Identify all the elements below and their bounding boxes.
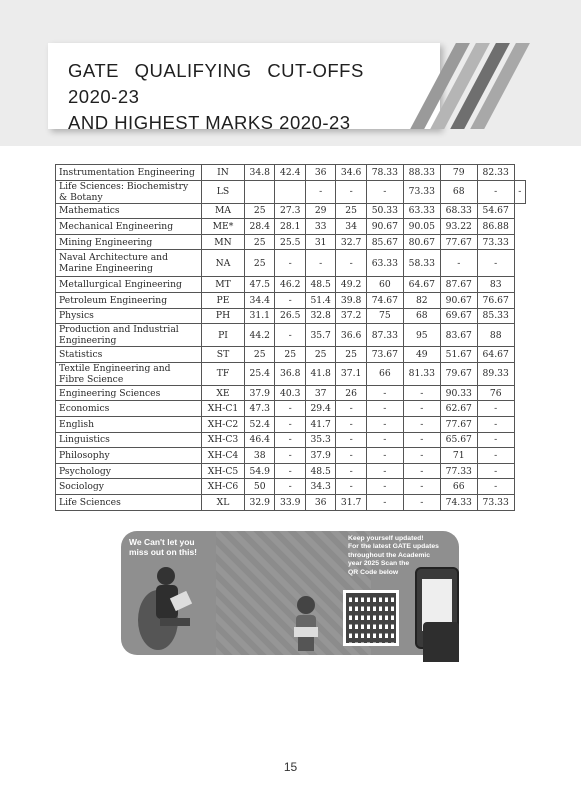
subject-name: English (56, 416, 202, 432)
promo-message-line-3: throughout the Academic (348, 551, 431, 559)
score-cell: 89.33 (477, 362, 514, 385)
score-cell: 36.8 (275, 362, 305, 385)
paper-code: XE (202, 385, 245, 401)
table-row (56, 432, 526, 448)
score-cell: - (275, 292, 305, 308)
score-cell: - (477, 448, 514, 464)
score-cell: 52.4 (245, 416, 275, 432)
score-cell: 25 (336, 347, 366, 363)
score-cell: 63.33 (403, 203, 440, 219)
score-cell: 48.5 (305, 277, 335, 293)
score-cell: - (477, 250, 514, 277)
score-cell: 47.3 (245, 401, 275, 417)
score-cell: - (275, 479, 305, 495)
score-cell: 64.67 (403, 277, 440, 293)
paper-code: ME* (202, 219, 245, 235)
score-cell (245, 180, 275, 203)
score-cell: - (366, 479, 403, 495)
score-cell: 32.9 (245, 494, 275, 510)
score-cell: - (275, 324, 305, 347)
score-cell: 44.2 (245, 324, 275, 347)
subject-name: Mechanical Engineering (56, 219, 202, 235)
score-cell: 29.4 (305, 401, 335, 417)
score-cell: 68.33 (440, 203, 477, 219)
table-row (56, 479, 526, 495)
page-title (68, 58, 428, 136)
score-cell: 73.33 (477, 494, 514, 510)
score-cell: - (366, 448, 403, 464)
subject-name: Philosophy (56, 448, 202, 464)
score-cell: 39.8 (336, 292, 366, 308)
promo-message-line-5: QR Code below (348, 568, 399, 576)
qr-code[interactable] (343, 590, 399, 646)
score-cell: 51.4 (305, 292, 335, 308)
title-line-2: AND HIGHEST MARKS 2020-23 (68, 112, 351, 133)
promo-headline (129, 537, 239, 557)
score-cell: 48.5 (305, 463, 335, 479)
score-cell: - (403, 416, 440, 432)
score-cell: - (477, 416, 514, 432)
table-row (56, 234, 526, 250)
promo-headline-line-1: We Can't let you (129, 537, 195, 547)
table-row (56, 165, 526, 181)
score-cell: 49.2 (336, 277, 366, 293)
score-cell: 26 (336, 385, 366, 401)
score-cell: 65.67 (440, 432, 477, 448)
table-row (56, 494, 526, 510)
table-row (56, 308, 526, 324)
subject-name: Mathematics (56, 203, 202, 219)
score-cell: - (336, 448, 366, 464)
table-row (56, 347, 526, 363)
score-cell: 73.67 (366, 347, 403, 363)
paper-code: NA (202, 250, 245, 277)
score-cell: 37.9 (245, 385, 275, 401)
score-cell: 25 (245, 347, 275, 363)
score-cell: 79 (440, 165, 477, 181)
score-cell: 50.33 (366, 203, 403, 219)
score-cell: 49 (403, 347, 440, 363)
subject-name: Petroleum Engineering (56, 292, 202, 308)
promo-message-line-2: For the latest GATE updates (348, 543, 439, 551)
subject-name: Psychology (56, 463, 202, 479)
score-cell: 37 (305, 385, 335, 401)
score-cell: - (366, 494, 403, 510)
score-cell: 25.4 (245, 362, 275, 385)
paper-code: PE (202, 292, 245, 308)
score-cell: - (403, 479, 440, 495)
paper-code: XH-C2 (202, 416, 245, 432)
score-cell: 83.67 (440, 324, 477, 347)
score-cell: - (366, 416, 403, 432)
score-cell: 77.67 (440, 234, 477, 250)
score-cell: 25 (305, 347, 335, 363)
score-cell: 40.3 (275, 385, 305, 401)
score-cell: - (477, 401, 514, 417)
score-cell: 32.7 (336, 234, 366, 250)
score-cell: - (366, 385, 403, 401)
score-cell: 71 (440, 448, 477, 464)
score-cell: - (366, 180, 403, 203)
score-cell: 29 (305, 203, 335, 219)
score-cell: - (403, 463, 440, 479)
score-cell: 74.33 (440, 494, 477, 510)
subject-name: Sociology (56, 479, 202, 495)
paper-code: XL (202, 494, 245, 510)
table-row (56, 250, 526, 277)
score-cell: 28.1 (275, 219, 305, 235)
score-cell: 73.33 (477, 234, 514, 250)
score-cell: 36 (305, 494, 335, 510)
score-cell: - (403, 432, 440, 448)
reading-person-illustration (138, 560, 196, 655)
score-cell: - (403, 494, 440, 510)
score-cell: - (336, 432, 366, 448)
paper-code: PI (202, 324, 245, 347)
score-cell: 93.22 (440, 219, 477, 235)
score-cell: - (477, 180, 514, 203)
score-cell: - (366, 432, 403, 448)
table-row (56, 203, 526, 219)
paper-code: PH (202, 308, 245, 324)
score-cell: 25 (245, 234, 275, 250)
score-cell: 25 (245, 250, 275, 277)
score-cell: 85.33 (477, 308, 514, 324)
hand-illustration (423, 622, 459, 662)
score-cell: - (275, 463, 305, 479)
paper-code: LS (202, 180, 245, 203)
table-row (56, 401, 526, 417)
score-cell: 62.67 (440, 401, 477, 417)
score-cell: 85.67 (366, 234, 403, 250)
score-cell: 31.1 (245, 308, 275, 324)
score-cell: - (440, 250, 477, 277)
score-cell: 38 (245, 448, 275, 464)
score-cell: - (275, 401, 305, 417)
score-cell: 34.6 (336, 165, 366, 181)
subject-name: Physics (56, 308, 202, 324)
score-cell: 77.33 (440, 463, 477, 479)
subject-name: Economics (56, 401, 202, 417)
score-cell: 36 (305, 165, 335, 181)
subject-name: Mining Engineering (56, 234, 202, 250)
score-cell: - (305, 180, 335, 203)
score-cell: 28.4 (245, 219, 275, 235)
paper-code: IN (202, 165, 245, 181)
score-cell: - (336, 180, 366, 203)
score-cell: 41.7 (305, 416, 335, 432)
score-cell: 75 (366, 308, 403, 324)
score-cell: 63.33 (366, 250, 403, 277)
score-cell: 34.3 (305, 479, 335, 495)
score-cell: 68 (440, 180, 477, 203)
subject-name: Production and Industrial Engineering (56, 324, 202, 347)
score-cell: 81.33 (403, 362, 440, 385)
paper-code: XH-C3 (202, 432, 245, 448)
score-cell: 87.67 (440, 277, 477, 293)
child-reading-illustration (290, 593, 322, 653)
score-cell: - (366, 401, 403, 417)
score-cell: 90.67 (440, 292, 477, 308)
subject-name: Life Sciences: Biochemistry & Botany (56, 180, 202, 203)
subject-name: Statistics (56, 347, 202, 363)
score-cell: 25.5 (275, 234, 305, 250)
subject-name: Textile Engineering and Fibre Science (56, 362, 202, 385)
score-cell: 95 (403, 324, 440, 347)
promo-headline-line-2: miss out on this! (129, 547, 197, 557)
score-cell: - (305, 250, 335, 277)
table-row (56, 448, 526, 464)
score-cell: 88 (477, 324, 514, 347)
score-cell: 90.05 (403, 219, 440, 235)
paper-code: XH-C1 (202, 401, 245, 417)
score-cell: 90.33 (440, 385, 477, 401)
score-cell: - (275, 416, 305, 432)
score-cell: 46.4 (245, 432, 275, 448)
score-cell: - (477, 463, 514, 479)
score-cell: 25 (245, 203, 275, 219)
subject-name: Naval Architecture and Marine Engineering (56, 250, 202, 277)
subject-name: Instrumentation Engineering (56, 165, 202, 181)
score-cell: 41.8 (305, 362, 335, 385)
table-row (56, 292, 526, 308)
score-cell: - (403, 401, 440, 417)
promo-message-line-4: year 2025 Scan the (348, 560, 410, 568)
score-cell: - (514, 180, 525, 203)
score-cell: 60 (366, 277, 403, 293)
table-row (56, 416, 526, 432)
score-cell: 27.3 (275, 203, 305, 219)
score-cell: 64.67 (477, 347, 514, 363)
score-cell: 82 (403, 292, 440, 308)
score-cell: 34.8 (245, 165, 275, 181)
score-cell: 66 (440, 479, 477, 495)
score-cell: 46.2 (275, 277, 305, 293)
score-cell: 80.67 (403, 234, 440, 250)
score-cell: 79.67 (440, 362, 477, 385)
score-cell: - (275, 448, 305, 464)
score-cell: - (336, 416, 366, 432)
score-cell: 42.4 (275, 165, 305, 181)
score-cell: 31.7 (336, 494, 366, 510)
score-cell: 66 (366, 362, 403, 385)
score-cell: 31 (305, 234, 335, 250)
score-cell: - (477, 479, 514, 495)
score-cell: 33.9 (275, 494, 305, 510)
table-row (56, 219, 526, 235)
score-cell: - (477, 432, 514, 448)
score-cell: 51.67 (440, 347, 477, 363)
score-cell: 37.9 (305, 448, 335, 464)
score-cell: 54.67 (477, 203, 514, 219)
score-cell: 34.4 (245, 292, 275, 308)
score-cell: - (366, 463, 403, 479)
score-cell: - (336, 479, 366, 495)
score-cell: 34 (336, 219, 366, 235)
score-cell: 37.1 (336, 362, 366, 385)
score-cell: - (336, 401, 366, 417)
table-row (56, 180, 526, 203)
score-cell: 25 (275, 347, 305, 363)
table-row (56, 362, 526, 385)
score-cell: 54.9 (245, 463, 275, 479)
subject-name: Life Sciences (56, 494, 202, 510)
score-cell: 25 (336, 203, 366, 219)
paper-code: MN (202, 234, 245, 250)
score-cell: 74.67 (366, 292, 403, 308)
paper-code: MT (202, 277, 245, 293)
score-cell: 68 (403, 308, 440, 324)
score-cell: 36.6 (336, 324, 366, 347)
score-cell (275, 180, 305, 203)
score-cell: 76.67 (477, 292, 514, 308)
score-cell: 90.67 (366, 219, 403, 235)
paper-code: XH-C4 (202, 448, 245, 464)
score-cell: 87.33 (366, 324, 403, 347)
page-number: 15 (283, 760, 298, 774)
subject-name: Metallurgical Engineering (56, 277, 202, 293)
score-cell: 58.33 (403, 250, 440, 277)
score-cell: 33 (305, 219, 335, 235)
cutoffs-table-body (56, 165, 526, 511)
score-cell: 69.67 (440, 308, 477, 324)
subject-name: Engineering Sciences (56, 385, 202, 401)
paper-code: XH-C5 (202, 463, 245, 479)
score-cell: 35.3 (305, 432, 335, 448)
table-row (56, 463, 526, 479)
subject-name: Linguistics (56, 432, 202, 448)
score-cell: - (275, 250, 305, 277)
score-cell: 37.2 (336, 308, 366, 324)
table-row (56, 385, 526, 401)
table-row (56, 324, 526, 347)
score-cell: 78.33 (366, 165, 403, 181)
score-cell: 32.8 (305, 308, 335, 324)
score-cell: - (336, 463, 366, 479)
score-cell: 76 (477, 385, 514, 401)
paper-code: TF (202, 362, 245, 385)
score-cell: 35.7 (305, 324, 335, 347)
score-cell: 82.33 (477, 165, 514, 181)
score-cell: 47.5 (245, 277, 275, 293)
score-cell: 86.88 (477, 219, 514, 235)
title-line-1: GATE QUALIFYING CUT-OFFS 2020-23 (68, 60, 364, 107)
score-cell: 77.67 (440, 416, 477, 432)
score-cell: 50 (245, 479, 275, 495)
score-cell: - (275, 432, 305, 448)
score-cell: - (403, 385, 440, 401)
score-cell: - (336, 250, 366, 277)
paper-code: XH-C6 (202, 479, 245, 495)
cutoffs-table (55, 164, 526, 511)
promo-message-line-1: Keep yourself updated! (348, 535, 424, 542)
score-cell: 26.5 (275, 308, 305, 324)
score-cell: 73.33 (403, 180, 440, 203)
score-cell: 83 (477, 277, 514, 293)
table-row (56, 277, 526, 293)
score-cell: 88.33 (403, 165, 440, 181)
paper-code: ST (202, 347, 245, 363)
score-cell: - (403, 448, 440, 464)
paper-code: MA (202, 203, 245, 219)
